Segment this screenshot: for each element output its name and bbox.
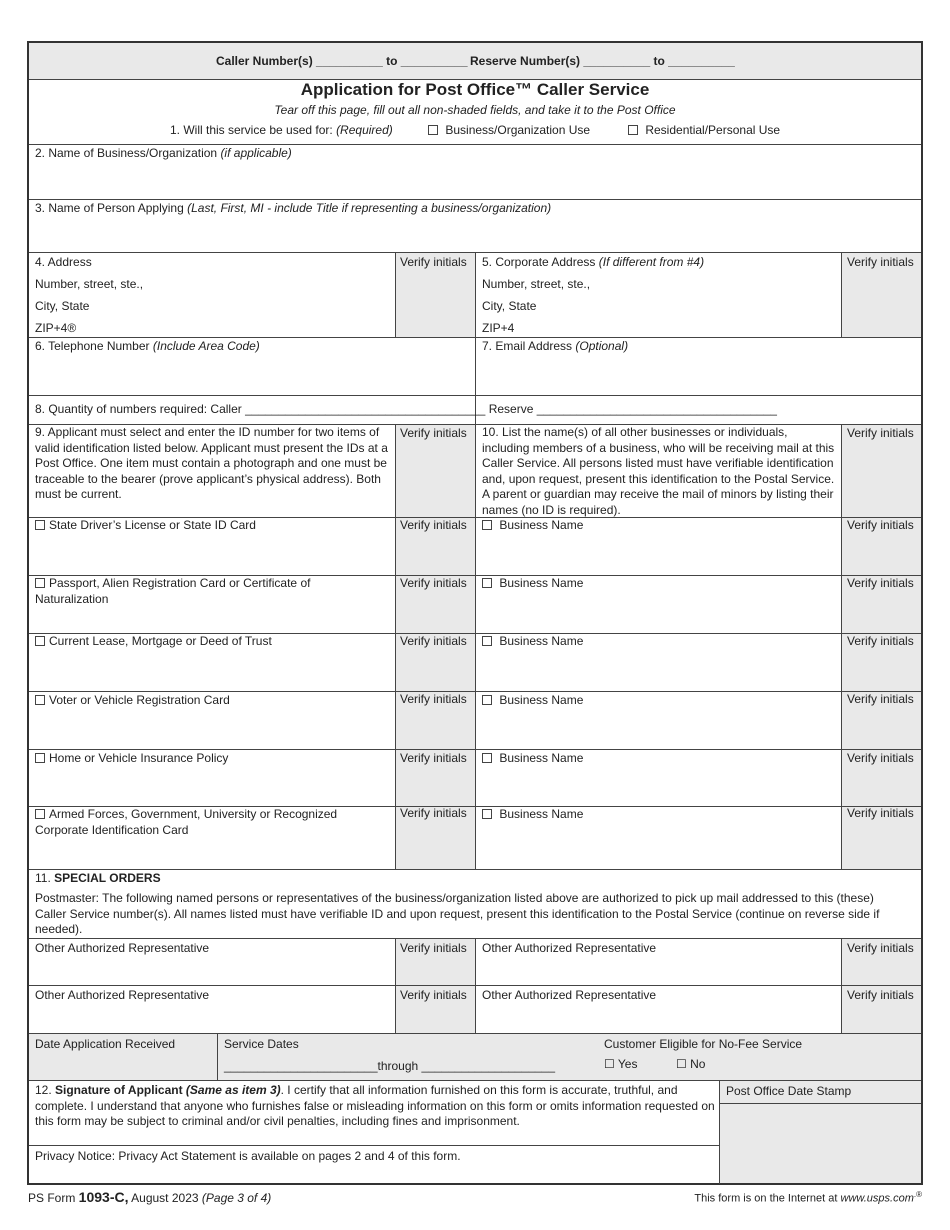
business-name-field[interactable]: Business Name (482, 693, 583, 708)
q4-street[interactable]: Number, street, ste., (35, 277, 144, 291)
id-option-drivers-license[interactable]: State Driver’s License or State ID Card (35, 518, 375, 534)
verify-initials-label: Verify initials (400, 634, 467, 648)
q11-title: 11. SPECIAL ORDERS (35, 871, 161, 885)
verify-initials-label: Verify initials (847, 255, 914, 269)
id-option-passport[interactable]: Passport, Alien Registration Card or Certificate of Naturalization (35, 576, 311, 606)
verify-initials-label: Verify initials (400, 576, 467, 590)
verify-initials-label: Verify initials (400, 518, 467, 532)
authorized-rep-field[interactable]: Other Authorized Representative (35, 941, 210, 955)
checkbox-icon[interactable] (482, 636, 492, 646)
footer-form-id: PS Form 1093-C, August 2023 (Page 3 of 4) (28, 1189, 272, 1205)
checkbox-icon[interactable] (628, 125, 638, 135)
verify-initials-label: Verify initials (847, 751, 914, 765)
checkbox-icon[interactable] (35, 578, 45, 588)
verify-initials-label: Verify initials (400, 255, 467, 269)
business-name-field[interactable]: Business Name (482, 518, 583, 533)
verify-initials-label: Verify initials (847, 518, 914, 532)
date-stamp-label: Post Office Date Stamp (726, 1084, 852, 1098)
q6-telephone-field[interactable]: 6. Telephone Number (Include Area Code) (35, 339, 260, 353)
q5-label: 5. Corporate Address (If different from #4) (482, 255, 705, 269)
checkbox-icon[interactable] (35, 636, 45, 646)
reserve-numbers-field[interactable]: Reserve Number(s) __________ to __________ (470, 54, 735, 68)
q4-zip[interactable]: ZIP+4® (35, 321, 77, 335)
footer-internet: This form is on the Internet at www.usps.com.® (694, 1190, 922, 1205)
caller-numbers-field[interactable]: Caller Number(s) __________ to __________ (216, 54, 468, 68)
checkbox-icon[interactable] (482, 753, 492, 763)
q12-signature[interactable]: 12. Signature of Applicant (Same as item 3). I certify that all information furnished on this form is accurate, truthful, and complete. I understand that anyone who furnishes false or misleading information on this form or omits information requested on this form may be subject to criminal and/or civil penalties, including fines and imprisonment. (35, 1083, 715, 1128)
id-option-insurance[interactable]: Home or Vehicle Insurance Policy (35, 751, 375, 767)
verify-initials-label: Verify initials (400, 692, 467, 706)
date-received-label: Date Application Received (35, 1037, 176, 1051)
checkbox-icon[interactable] (482, 809, 492, 819)
checkbox-icon[interactable] (482, 695, 492, 705)
id-option-voter[interactable]: Voter or Vehicle Registration Card (35, 693, 375, 709)
authorized-rep-field[interactable]: Other Authorized Representative (35, 988, 210, 1002)
authorized-rep-field[interactable]: Other Authorized Representative (482, 988, 657, 1002)
checkbox-icon[interactable] (482, 578, 492, 588)
q4-city-state[interactable]: City, State (35, 299, 90, 313)
verify-initials-label: Verify initials (400, 751, 467, 765)
no-fee-eligible-label: Customer Eligible for No-Fee Service (604, 1037, 803, 1051)
q3-label[interactable]: 3. Name of Person Applying (Last, First, MI - include Title if representing a business/organization) (35, 201, 552, 215)
verify-initials-label: Verify initials (400, 426, 467, 440)
business-name-field[interactable]: Business Name (482, 576, 583, 591)
q1-business-option[interactable]: Business/Organization Use (428, 123, 590, 138)
authorized-rep-field[interactable]: Other Authorized Representative (482, 941, 657, 955)
q1-residential-option[interactable]: Residential/Personal Use (628, 123, 780, 138)
verify-initials-label: Verify initials (847, 692, 914, 706)
verify-initials-label: Verify initials (847, 941, 914, 955)
form-subtitle: Tear off this page, fill out all non-shaded fields, and take it to the Post Office (274, 103, 676, 117)
checkbox-icon[interactable] (35, 753, 45, 763)
verify-initials-label: Verify initials (847, 426, 914, 440)
checkbox-icon[interactable] (35, 695, 45, 705)
service-dates-label: Service Dates (224, 1037, 299, 1051)
q8-quantity-field[interactable]: 8. Quantity of numbers required: Caller ____________________________________ Reserve ____________________________________ (35, 402, 777, 416)
q5-zip[interactable]: ZIP+4 (482, 321, 515, 335)
q9-instructions: 9. Applicant must select and enter the ID number for two items of valid identification listed below. Applicant must present the IDs at a Post Office. One item must contain a photograph and one must be traceable to the bearer (prove applicant’s physical address). Both must be current. (35, 425, 388, 501)
q5-street[interactable]: Number, street, ste., (482, 277, 591, 291)
q4-label: 4. Address (35, 255, 92, 269)
verify-initials-label: Verify initials (847, 634, 914, 648)
business-name-field[interactable]: Business Name (482, 807, 583, 822)
checkbox-icon[interactable] (35, 520, 45, 530)
q7-email-field[interactable]: 7. Email Address (Optional) (482, 339, 629, 353)
verify-initials-label: Verify initials (400, 941, 467, 955)
service-dates-through: _______________________through ____________________ (224, 1059, 556, 1073)
form-title: Application for Post Office™ Caller Service (300, 80, 650, 99)
id-option-armed-forces[interactable]: Armed Forces, Government, University or Recognized Corporate Identification Card (35, 807, 338, 837)
q1-label: 1. Will this service be used for: (Required) (170, 123, 393, 137)
q11-text: Postmaster: The following named persons or representatives of the business/organization listed above are authorized to pick up mail addressed to this (these) Caller Service number(s). All names listed must have verifiable ID and upon request, present this identification to the Postal Service (continue on reverse side if needed). (35, 891, 880, 936)
privacy-notice: Privacy Notice: Privacy Act Statement is available on pages 2 and 4 of this form. (35, 1149, 461, 1163)
business-name-field[interactable]: Business Name (482, 634, 583, 649)
business-name-field[interactable]: Business Name (482, 751, 583, 766)
q2-label[interactable]: 2. Name of Business/Organization (if applicable) (35, 146, 292, 160)
checkbox-icon[interactable] (428, 125, 438, 135)
q5-city-state[interactable]: City, State (482, 299, 537, 313)
no-fee-no-option: ☐ No (676, 1057, 706, 1071)
no-fee-yes-option: ☐ Yes (604, 1057, 638, 1071)
verify-initials-label: Verify initials (847, 806, 914, 820)
q10-instructions: 10. List the name(s) of all other businesses or individuals, including members of a business, who will be receiving mail at this Caller Service. All persons listed must have verifiable identification and, upon request, present this identification to the Postal Service. A parent or guardian may receive the mail of minors by listing their names (no ID is required). (482, 425, 835, 517)
verify-initials-label: Verify initials (847, 988, 914, 1002)
verify-initials-label: Verify initials (400, 988, 467, 1002)
verify-initials-label: Verify initials (400, 806, 467, 820)
verify-initials-label: Verify initials (847, 576, 914, 590)
checkbox-icon[interactable] (482, 520, 492, 530)
checkbox-icon[interactable] (35, 809, 45, 819)
id-option-lease[interactable]: Current Lease, Mortgage or Deed of Trust (35, 634, 375, 650)
usps-link[interactable]: www.usps.com (840, 1192, 914, 1205)
